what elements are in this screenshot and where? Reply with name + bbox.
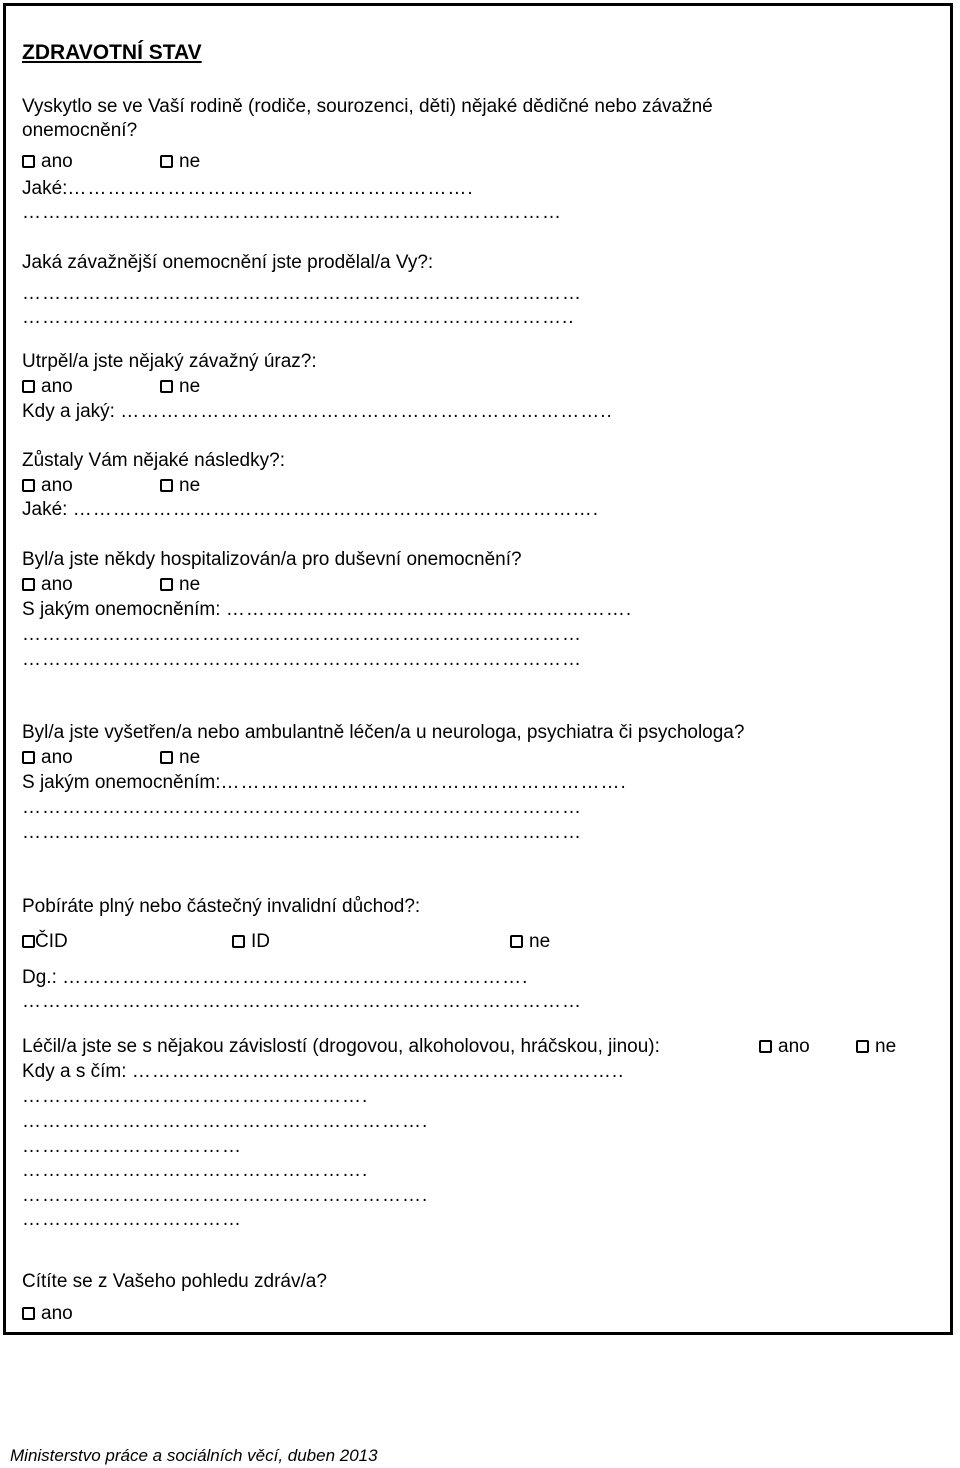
q2-answer-line[interactable]: ……………………………………………………………………….. — [22, 307, 575, 328]
q5-question: Byl/a jste někdy hospitalizován/a pro duševní onemocnění? — [22, 549, 522, 570]
q7-diagnosis-field[interactable]: Dg.: ……………………………………………………………. — [22, 967, 529, 988]
checkbox-icon — [232, 935, 245, 948]
q7-no-checkbox[interactable]: ne — [510, 931, 550, 953]
q1-detail-field[interactable]: Jaké:……………………………………………………. — [22, 178, 474, 199]
checkbox-icon — [22, 751, 35, 764]
checkbox-icon — [160, 155, 173, 168]
checkbox-icon — [22, 578, 35, 591]
q6-detail-field[interactable]: S jakým onemocněním:……………………………………………………. — [22, 772, 627, 793]
q1-no-checkbox[interactable]: ne — [160, 151, 200, 173]
q6-question: Byl/a jste vyšetřen/a nebo ambulantně léčen/a u neurologa, psychiatra či psychologa? — [22, 722, 745, 743]
checkbox-icon — [22, 155, 35, 168]
q9-yes-checkbox[interactable]: ano — [22, 1303, 73, 1325]
footer-note: Ministerstvo práce a sociálních věcí, duben 2013 — [10, 1446, 378, 1465]
q5-detail-line[interactable]: ………………………………………………………………………… — [22, 624, 582, 645]
q3-no-checkbox[interactable]: ne — [160, 376, 200, 398]
q4-detail-field[interactable]: Jaké: ……………………………………………………………………. — [22, 499, 599, 520]
q5-yes-checkbox[interactable]: ano — [22, 574, 73, 596]
q2-question: Jaká závažnější onemocnění jste prodělal/a Vy?: — [22, 252, 434, 273]
q6-detail-line[interactable]: ………………………………………………………………………… — [22, 822, 582, 843]
checkbox-icon — [510, 935, 523, 948]
q1-question-cont: onemocnění? — [22, 120, 138, 141]
q7-id-checkbox[interactable]: ID — [232, 931, 270, 953]
q8-yes-checkbox[interactable]: ano — [759, 1036, 810, 1058]
q6-yes-checkbox[interactable]: ano — [22, 747, 73, 769]
q8-detail-line[interactable]: ……………………………………………. — [22, 1160, 369, 1181]
section-title: ZDRAVOTNÍ STAV — [22, 41, 202, 64]
q2-answer-line[interactable]: ………………………………………………………………………… — [22, 283, 582, 304]
q8-detail-line[interactable]: ……………………………………………………. — [22, 1111, 429, 1132]
q7-cid-checkbox[interactable]: ČID — [22, 931, 68, 953]
q5-detail-line[interactable]: ………………………………………………………………………… — [22, 649, 582, 670]
q8-detail-line[interactable]: …………………………… — [22, 1136, 242, 1157]
q1-detail-line[interactable]: ……………………………………………………………………… — [22, 202, 562, 223]
checkbox-icon — [160, 751, 173, 764]
q6-no-checkbox[interactable]: ne — [160, 747, 200, 769]
q6-detail-line[interactable]: ………………………………………………………………………… — [22, 797, 582, 818]
q3-yes-checkbox[interactable]: ano — [22, 376, 73, 398]
checkbox-icon — [22, 380, 35, 393]
q1-question: Vyskytlo se ve Vaší rodině (rodiče, sourozenci, děti) nějaké dědičné nebo závažné — [22, 96, 713, 117]
q8-detail-line[interactable]: …………………………… — [22, 1209, 242, 1230]
checkbox-icon — [22, 479, 35, 492]
q3-detail-field[interactable]: Kdy a jaký: ……………………………………………………………….. — [22, 401, 613, 422]
q5-no-checkbox[interactable]: ne — [160, 574, 200, 596]
q8-no-checkbox[interactable]: ne — [856, 1036, 896, 1058]
checkbox-icon — [160, 479, 173, 492]
checkbox-icon — [759, 1040, 772, 1053]
q3-question: Utrpěl/a jste nějaký závažný úraz?: — [22, 351, 317, 372]
q8-question: Léčil/a jste se s nějakou závislostí (drogovou, alkoholovou, hráčskou, jinou): — [22, 1036, 660, 1057]
q5-detail-field[interactable]: S jakým onemocněním: ……………………………………………………. — [22, 599, 633, 620]
q8-detail-line[interactable]: ……………………………………………. — [22, 1086, 369, 1107]
checkbox-icon — [22, 935, 35, 948]
q8-detail-line[interactable]: ……………………………………………………. — [22, 1185, 429, 1206]
checkbox-icon — [22, 1307, 35, 1320]
q8-detail-field[interactable]: Kdy a s čím: ……………………………………………………………….. — [22, 1061, 625, 1082]
q9-question: Cítíte se z Vašeho pohledu zdráv/a? — [22, 1271, 327, 1292]
q1-yes-checkbox[interactable]: ano — [22, 151, 73, 173]
checkbox-icon — [856, 1040, 869, 1053]
q4-question: Zůstaly Vám nějaké následky?: — [22, 450, 285, 471]
q4-yes-checkbox[interactable]: ano — [22, 475, 73, 497]
checkbox-icon — [160, 380, 173, 393]
checkbox-icon — [160, 578, 173, 591]
q7-question: Pobíráte plný nebo částečný invalidní důchod?: — [22, 896, 421, 917]
q7-diagnosis-line[interactable]: ………………………………………………………………………… — [22, 991, 582, 1012]
q4-no-checkbox[interactable]: ne — [160, 475, 200, 497]
